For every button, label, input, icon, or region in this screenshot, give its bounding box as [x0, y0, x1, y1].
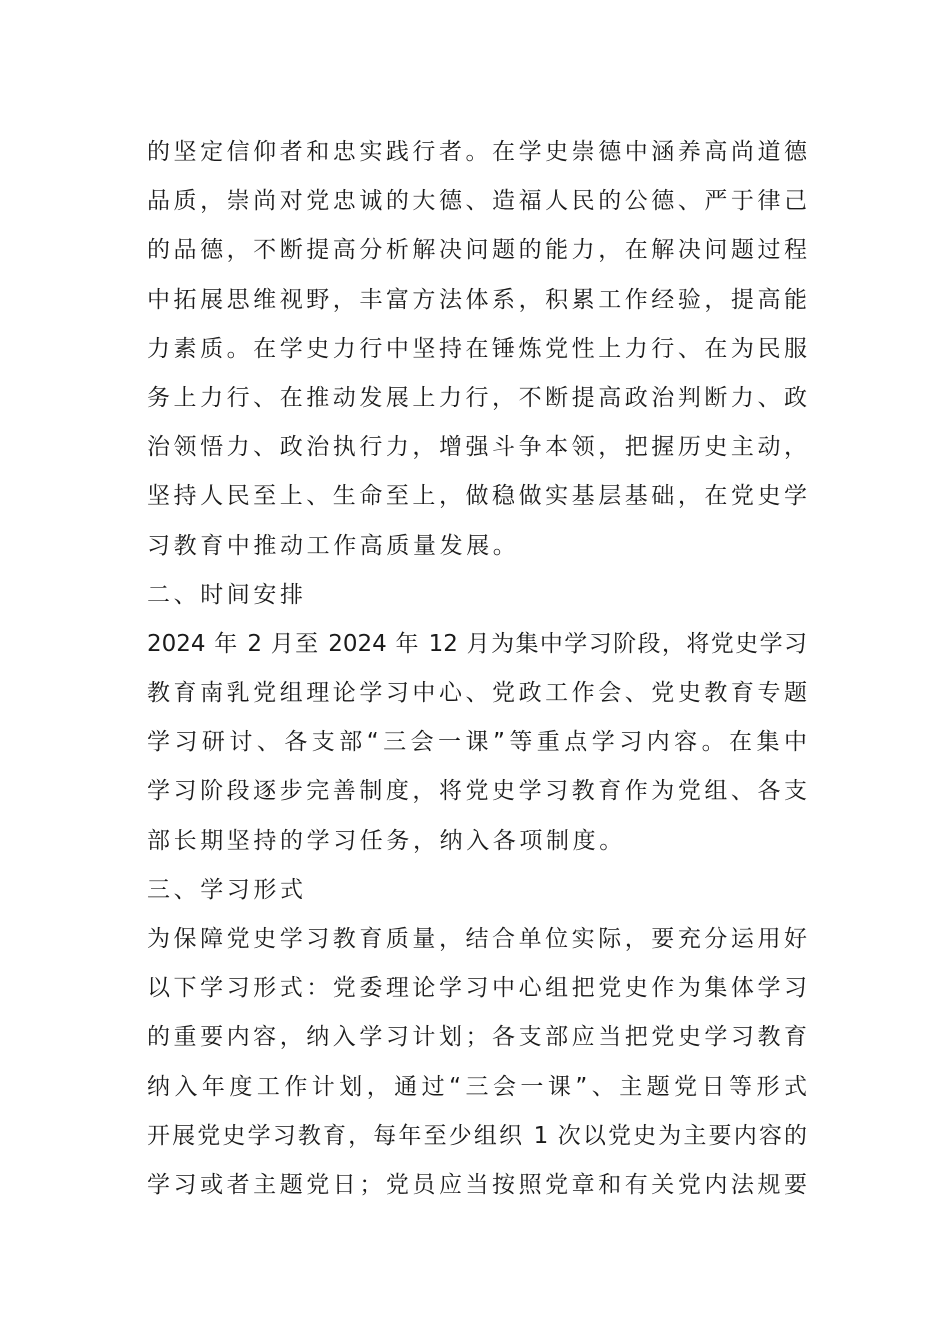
body-text — [147, 128, 807, 1210]
text-line: 治领悟力、政治执行力，增强斗争本领，把握历史主动， — [147, 434, 807, 461]
text-line: 部长期坚持的学习任务，纳入各项制度。 — [147, 827, 626, 854]
text-line: 的重要内容，纳入学习计划；各支部应当把党史学习教育 — [147, 1024, 807, 1051]
text-line: 的品德，不断提高分析解决问题的能力，在解决问题过程 — [147, 237, 807, 264]
text-line: 学习研讨、各支部“三会一课”等重点学习内容。在集中 — [147, 729, 807, 756]
text-line: 三、学习形式 — [147, 876, 307, 903]
text-line: 习教育中推动工作高质量发展。 — [147, 532, 520, 559]
text-line: 学习阶段逐步完善制度，将党史学习教育作为党组、各支 — [147, 778, 807, 805]
text-line: 开展党史学习教育，每年至少组织 1 次以党史为主要内容的 — [147, 1122, 807, 1149]
text-line: 纳入年度工作计划，通过“三会一课”、主题党日等形式 — [147, 1073, 807, 1100]
text-line: 为保障党史学习教育质量，结合单位实际，要充分运用好 — [147, 926, 807, 952]
text-line: 的坚定信仰者和忠实践行者。在学史崇德中涵养高尚道德 — [147, 139, 807, 165]
text-line: 务上力行、在推动发展上力行，不断提高政治判断力、政 — [147, 384, 807, 411]
text-line: 品质，崇尚对党忠诚的大德、造福人民的公德、严于律己 — [147, 188, 807, 215]
text-line: 中拓展思维视野，丰富方法体系，积累工作经验，提高能 — [147, 286, 807, 313]
text-line: 坚持人民至上、生命至上，做稳做实基层基础，在党史学 — [147, 483, 807, 510]
text-line: 以下学习形式：党委理论学习中心组把党史作为集体学习 — [147, 975, 807, 1002]
text-line: 2024 年 2 月至 2024 年 12 月为集中学习阶段，将党史学习 — [147, 630, 807, 657]
text-line: 学习或者主题党日；党员应当按照党章和有关党内法规要 — [147, 1171, 807, 1198]
text-line: 教育南乳党组理论学习中心、党政工作会、党史教育专题 — [147, 680, 807, 707]
text-line: 二、时间安排 — [147, 581, 307, 608]
text-line: 力素质。在学史力行中坚持在锤炼党性上力行、在为民服 — [147, 335, 807, 362]
